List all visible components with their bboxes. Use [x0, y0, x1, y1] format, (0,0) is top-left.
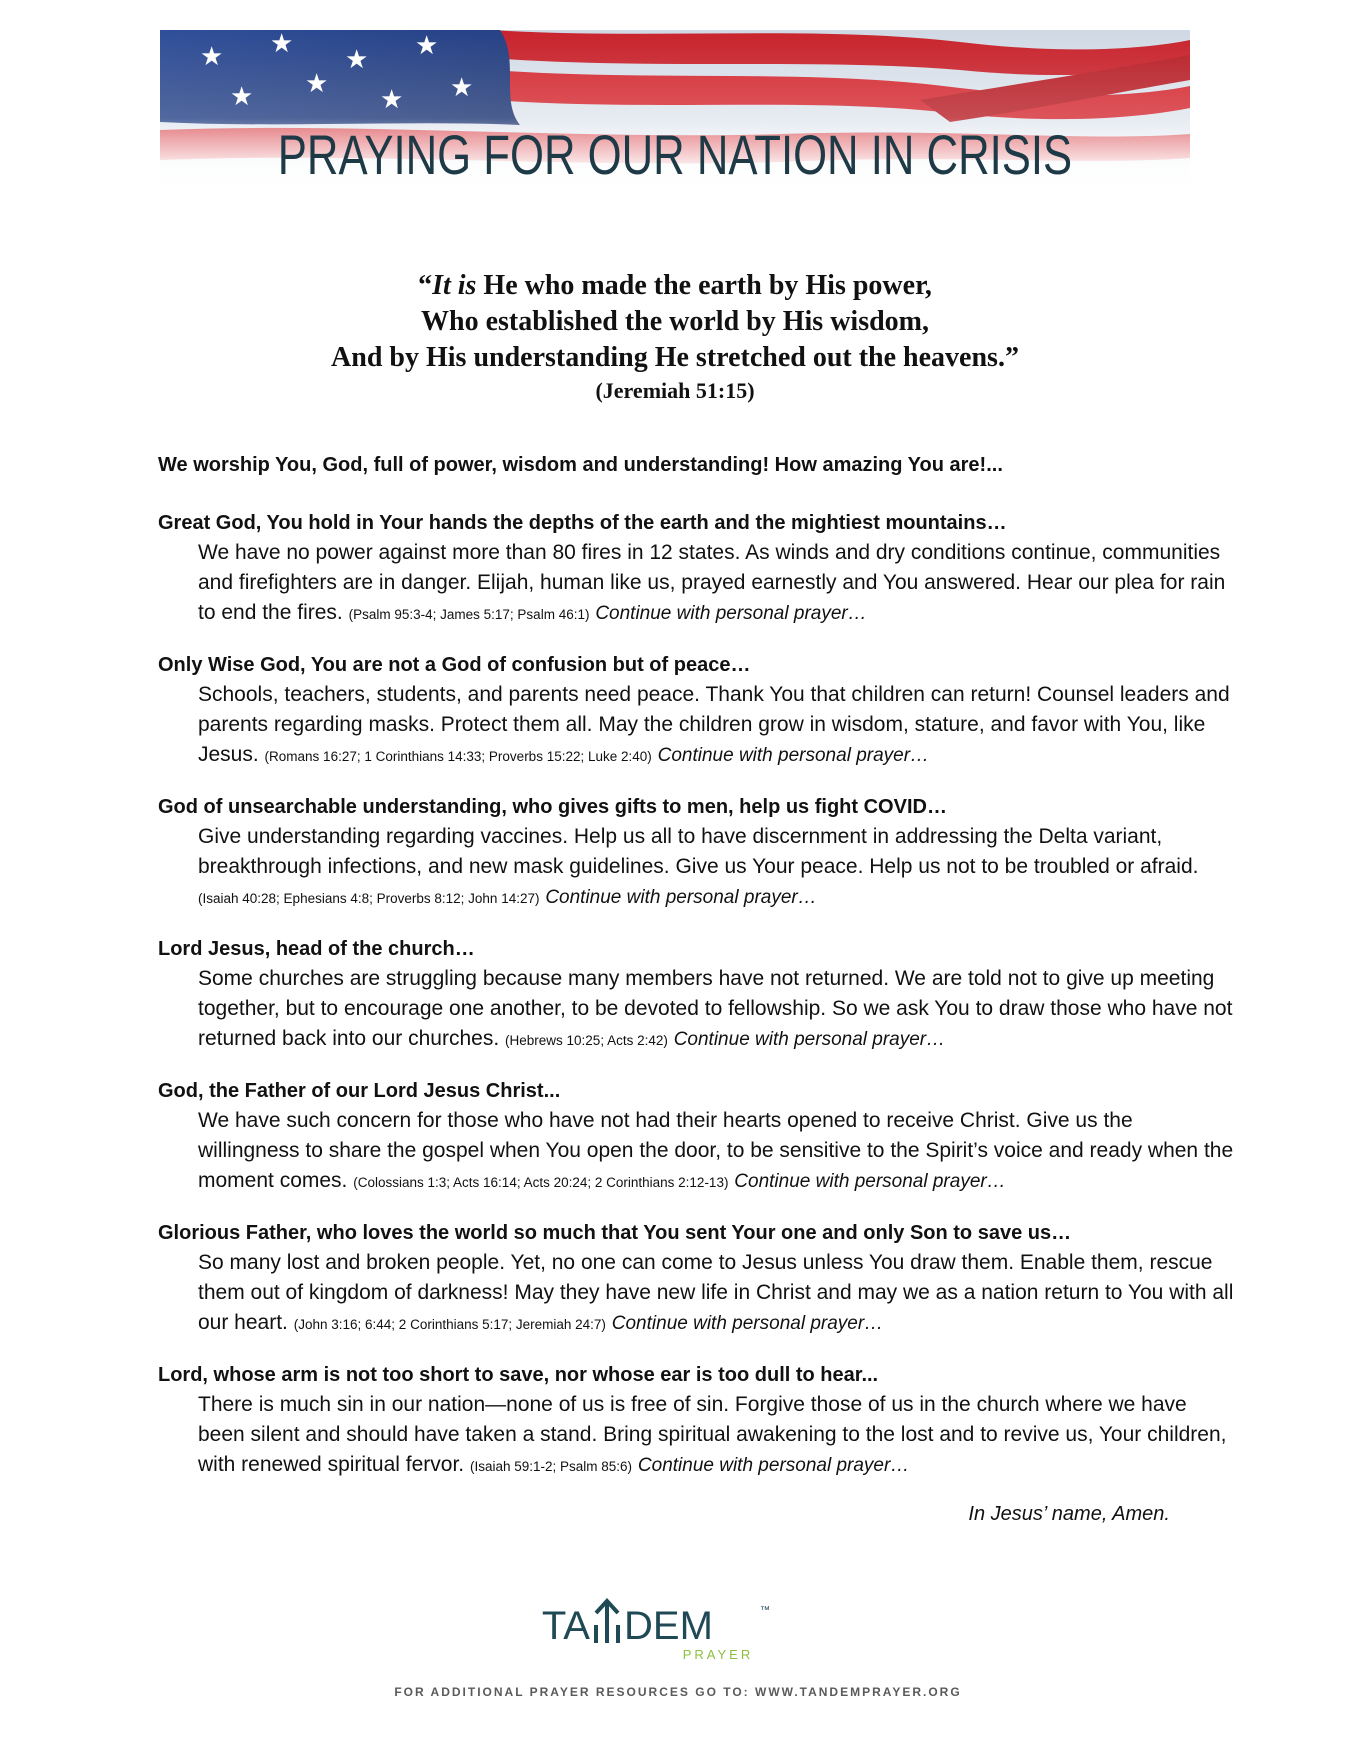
logo-sub: PRAYER: [682, 1647, 754, 1662]
section-heading: Lord, whose arm is not too short to save, nor whose ear is too dull to hear...: [158, 1364, 879, 1386]
section-body: [198, 680, 1238, 772]
scripture-verse: [160, 268, 1190, 406]
logo-tm: ™: [760, 1605, 770, 1616]
continue-prompt: Continue with personal prayer…: [545, 887, 817, 908]
verse-italic: It is: [432, 270, 477, 301]
closing-line: In Jesus’ name, Amen.: [968, 1503, 1170, 1525]
continue-prompt: Continue with personal prayer…: [611, 1313, 884, 1334]
section-text: So many lost and broken people. Yet, no one can come to Jesus unless You draw them. Enable them, rescue them out of kingdom of darkness! May they have new life in Christ and may we as a nation return to You with all our heart.: [198, 1251, 1234, 1334]
section-refs: (Isaiah 59:1-2; Psalm 85:6): [469, 1459, 633, 1474]
section-text: Schools, teachers, students, and parents need peace. Thank You that children can return! Counsel leaders and parents regarding masks. Protect them all. May the children grow in wisdom, stature, and favor with You, like Jesus.: [198, 683, 1230, 766]
section-body: [198, 538, 1238, 630]
section-refs: (Isaiah 40:28; Ephesians 4:8; Proverbs 8:12; John 14:27): [198, 891, 540, 906]
intro-line: We worship You, God, full of power, wisdom and understanding! How amazing You are!...: [158, 454, 1003, 476]
section-text: We have such concern for those who have not had their hearts opened to receive Christ. Give us the willingness to share the gospel when You open the door, to be sensitive to the Spirit’s voice and ready when the moment comes.: [198, 1109, 1234, 1192]
section-refs: (John 3:16; 6:44; 2 Corinthians 5:17; Jeremiah 24:7): [293, 1317, 606, 1332]
section-body: [198, 964, 1238, 1056]
logo-word-left: TA: [541, 1604, 590, 1648]
section-heading: Great God, You hold in Your hands the depths of the earth and the mightiest mountains…: [158, 512, 1007, 534]
section-refs: (Hebrews 10:25; Acts 2:42): [505, 1033, 668, 1048]
verse-line-3: And by His understanding He stretched out the heavens.”: [331, 342, 1019, 373]
section-text: We have no power against more than 80 fires in 12 states. As winds and dry conditions continue, communities and firefighters are in danger. Elijah, human like us, prayed earnestly and You answered. Hear our plea for rain to end the fires.: [198, 541, 1226, 624]
banner-title: PRAYING FOR OUR NATION IN CRISIS: [277, 123, 1073, 186]
section-text: There is much sin in our nation—none of us is free of sin. Forgive those of us in the church where we have been silent and should have taken a stand. Bring spiritual awakening to the lost and to revive us, Your children, with renewed spiritual fervor.: [198, 1393, 1227, 1476]
section-refs: (Psalm 95:3-4; James 5:17; Psalm 46:1): [348, 607, 590, 622]
prayer-section: [158, 1362, 1238, 1482]
section-heading: Lord Jesus, head of the church…: [158, 938, 475, 960]
prayer-section: [158, 1078, 1238, 1198]
flag-banner: [160, 30, 1190, 190]
verse-line-2: Who established the world by His wisdom,: [421, 306, 929, 337]
prayer-content: [158, 452, 1238, 1504]
prayer-section: [158, 510, 1238, 630]
logo-word-right: DEM: [624, 1604, 713, 1648]
verse-open-quote: “: [418, 270, 433, 301]
section-heading: Only Wise God, You are not a God of confusion but of peace…: [158, 654, 751, 676]
section-text: Give understanding regarding vaccines. Help us all to have discernment in addressing the Delta variant, breakthrough infections, and new mask guidelines. Give us Your peace. Help us not to be troubled or afraid.: [198, 825, 1199, 878]
prayer-section: [158, 1220, 1238, 1340]
verse-line-1-rest: He who made the earth by His power,: [476, 270, 932, 301]
continue-prompt: Continue with personal prayer…: [734, 1171, 1006, 1192]
continue-prompt: Continue with personal prayer…: [657, 745, 930, 766]
prayer-section: [158, 652, 1238, 772]
section-heading: God of unsearchable understanding, who gives gifts to men, help us fight COVID…: [158, 796, 947, 818]
prayer-section: [158, 794, 1238, 914]
section-body: [198, 822, 1238, 914]
continue-prompt: Continue with personal prayer…: [595, 603, 867, 624]
section-refs: (Colossians 1:3; Acts 16:14; Acts 20:24; 2 Corinthians 2:12-13): [353, 1175, 729, 1190]
section-refs: (Romans 16:27; 1 Corinthians 14:33; Proverbs 15:22; Luke 2:40): [264, 749, 652, 764]
section-body: [198, 1390, 1238, 1482]
prayer-sections: [158, 510, 1238, 1482]
section-text: Some churches are struggling because many members have not returned. We are told not to give up meeting together, but to encourage one another, to be devoted to fellowship. So we ask You to draw those who have not returned back into our churches.: [198, 967, 1233, 1050]
verse-reference: (Jeremiah 51:15): [595, 378, 755, 403]
continue-prompt: Continue with personal prayer…: [673, 1029, 946, 1050]
tandem-logo: [541, 1595, 800, 1665]
continue-prompt: Continue with personal prayer…: [637, 1455, 910, 1476]
section-body: [198, 1248, 1238, 1340]
logo-arrow-icon: [596, 1601, 618, 1643]
section-heading: God, the Father of our Lord Jesus Christ...: [158, 1080, 561, 1102]
verse-line-1: [160, 268, 1190, 304]
section-body: [198, 1106, 1238, 1198]
section-heading: Glorious Father, who loves the world so much that You sent Your one and only Son to save us…: [158, 1222, 1072, 1244]
footer-resources: FOR ADDITIONAL PRAYER RESOURCES GO TO: WWW.TANDEMPRAYER.ORG: [394, 1685, 962, 1699]
prayer-section: [158, 936, 1238, 1056]
